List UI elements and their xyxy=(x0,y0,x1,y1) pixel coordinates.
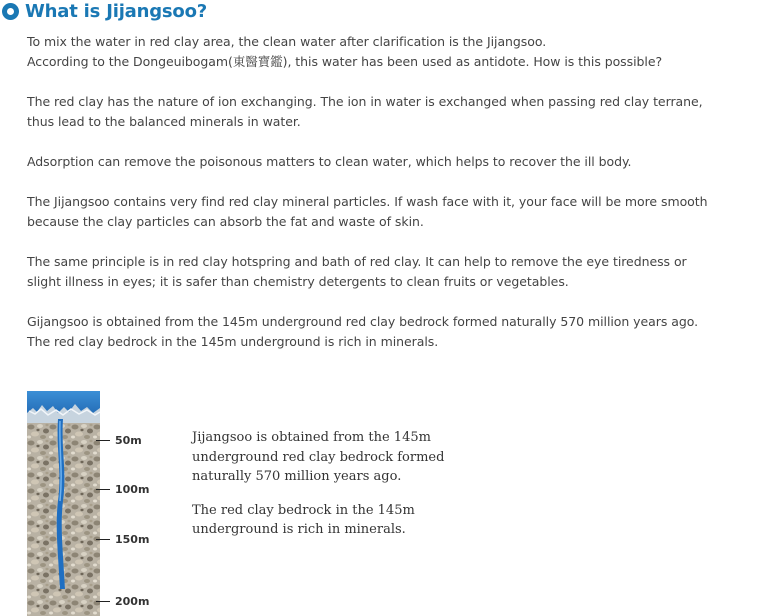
paragraph-4 xyxy=(27,192,767,232)
diagram-caption xyxy=(192,414,444,554)
paragraph-5 xyxy=(27,252,767,292)
paragraph-line: The red clay bedrock in the 145m underground is rich in minerals. xyxy=(27,334,439,349)
paragraph-3 xyxy=(27,152,767,172)
depth-label-100m: 100m xyxy=(115,483,150,496)
caption-line: underground red clay bedrock formed xyxy=(192,449,445,465)
depth-label-200m: 200m xyxy=(115,595,150,608)
paragraph-line: thus lead to the balanced minerals in water. xyxy=(27,114,301,129)
soil-column-graphic xyxy=(27,391,100,616)
circle-bullet-icon xyxy=(2,3,19,20)
soil-column-illustration xyxy=(27,391,100,616)
paragraph-line: The red clay has the nature of ion exchanging. The ion in water is exchanged when passing red clay terrane, xyxy=(27,94,703,109)
paragraph-line: slight illness in eyes; it is safer than chemistry detergents to clean fruits or vegetables. xyxy=(27,274,569,289)
paragraph-line: Adsorption can remove the poisonous matters to clean water, which helps to recover the ill body. xyxy=(27,154,632,169)
depth-label-50m: 50m xyxy=(115,434,142,447)
paragraph-2 xyxy=(27,92,767,132)
paragraph-line: Gijangsoo is obtained from the 145m underground red clay bedrock formed naturally 570 million years ago. xyxy=(27,314,699,329)
caption-line: The red clay bedrock in the 145m xyxy=(192,502,415,518)
caption-line: underground is rich in minerals. xyxy=(192,522,406,537)
paragraph-line: The Jijangsoo contains very find red clay mineral particles. If wash face with it, your face will be more smooth xyxy=(27,194,708,209)
depth-tick xyxy=(96,539,110,540)
depth-tick xyxy=(96,601,110,602)
depth-tick xyxy=(96,440,110,441)
paragraph-line: The same principle is in red clay hotspring and bath of red clay. It can help to remove the eye tiredness or xyxy=(27,254,687,269)
paragraph-6 xyxy=(27,312,767,352)
caption-line: naturally 570 million years ago. xyxy=(192,469,402,484)
depth-label-150m: 150m xyxy=(115,533,150,546)
paragraph-line: According to the Dongeuibogam(東醫寶鑑), this water has been used as antidote. How is this possible? xyxy=(27,54,663,69)
page-title: What is Jijangsoo? xyxy=(25,0,208,22)
paragraph-1 xyxy=(27,32,767,72)
paragraph-line: because the clay particles can absorb the fat and waste of skin. xyxy=(27,214,424,229)
paragraph-line: To mix the water in red clay area, the clean water after clarification is the Jijangsoo. xyxy=(27,34,547,49)
article-body xyxy=(27,32,767,372)
depth-tick xyxy=(96,489,110,490)
section-heading xyxy=(2,0,207,22)
caption-line: Jijangsoo is obtained from the 145m xyxy=(192,430,431,445)
